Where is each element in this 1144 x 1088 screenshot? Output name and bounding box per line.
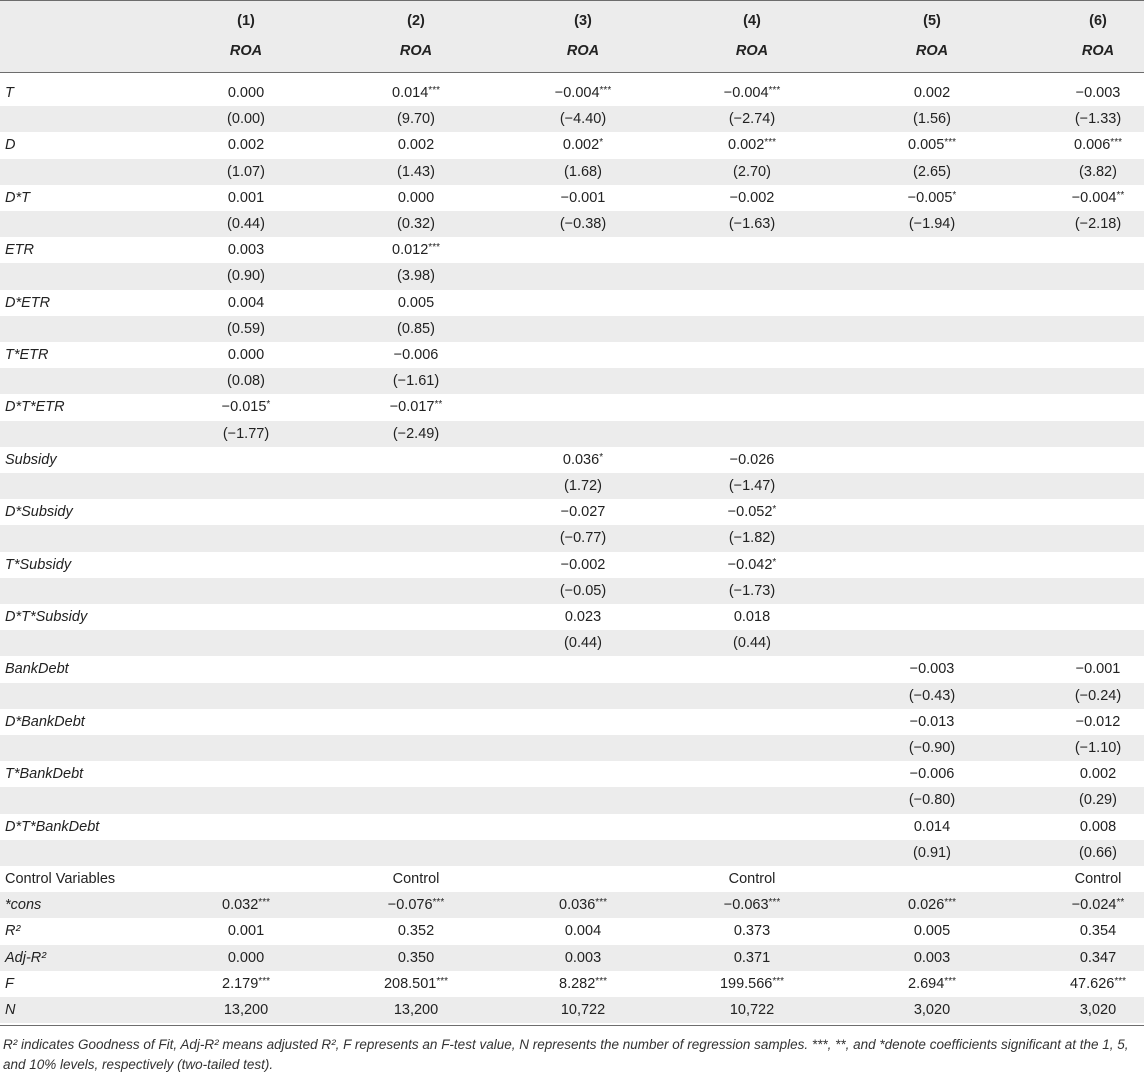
table-cell: 13,200 — [393, 1002, 439, 1018]
table-row — [0, 447, 1144, 473]
table-cell: (1.43) — [397, 163, 435, 180]
table-row — [0, 892, 1144, 918]
variable-name: D*T*Subsidy — [5, 609, 88, 625]
table-cell: −0.001 — [1075, 661, 1121, 678]
table-cell: −0.004** — [1071, 189, 1125, 206]
table-cell: (−0.05) — [559, 582, 607, 599]
table-cell: 0.000 — [227, 347, 265, 363]
variable-name: D*T*BankDebt — [5, 818, 100, 835]
table-cell: 0.026*** — [908, 897, 956, 914]
table-cell: 0.006*** — [1074, 137, 1122, 154]
table-cell: −0.002 — [560, 556, 606, 573]
table-row — [0, 80, 1144, 106]
table-cell: −0.024** — [1071, 897, 1125, 914]
table-cell: 208.501*** — [383, 975, 449, 992]
column-header-4 — [672, 1, 832, 72]
table-cell: −0.076*** — [387, 897, 445, 914]
table-row — [0, 787, 1144, 813]
table-row — [0, 552, 1144, 578]
table-cell: 0.032*** — [222, 897, 270, 914]
table-cell: (0.32) — [397, 216, 435, 232]
table-cell: (9.70) — [397, 111, 435, 128]
column-number: (4) — [743, 13, 761, 29]
table-cell: (−1.63) — [728, 216, 776, 232]
table-cell: 0.005*** — [908, 137, 956, 154]
variable-name: D*T — [5, 189, 30, 206]
variable-name: Subsidy — [5, 451, 57, 468]
table-cell: (−1.94) — [908, 216, 956, 232]
table-row — [0, 499, 1144, 525]
variable-name: D*Subsidy — [5, 504, 73, 521]
variable-name: T*BankDebt — [5, 766, 84, 783]
table-cell: (−2.49) — [392, 425, 440, 442]
table-cell: 0.014 — [913, 818, 951, 835]
table-row — [0, 709, 1144, 735]
table-cell: −0.042* — [727, 556, 777, 573]
column-header-3 — [503, 1, 663, 72]
table-cell: 0.014*** — [392, 85, 440, 101]
table-cell: 10,722 — [560, 1002, 606, 1018]
table-cell: (−1.10) — [1074, 740, 1122, 756]
column-label: ROA — [915, 43, 949, 59]
table-cell: (−4.40) — [559, 111, 607, 128]
table-cell: 199.566*** — [719, 975, 785, 992]
table-cell: 0.000 — [227, 949, 265, 966]
table-cell: 0.004 — [227, 294, 265, 311]
table-row — [0, 761, 1144, 787]
variable-name: D — [5, 137, 16, 154]
table-row — [0, 578, 1144, 604]
table-cell: 0.002* — [562, 137, 604, 154]
table-cell: (−1.33) — [1074, 111, 1122, 128]
table-cell: (1.72) — [564, 478, 602, 494]
table-row — [0, 656, 1144, 682]
table-cell: (−0.77) — [559, 530, 607, 547]
table-row — [0, 263, 1144, 289]
table-row — [0, 185, 1144, 211]
table-cell: (−0.43) — [908, 687, 956, 704]
table-cell: 0.354 — [1079, 923, 1117, 940]
table-cell: 8.282*** — [559, 975, 607, 992]
table-cell: (1.56) — [913, 111, 951, 128]
variable-name: T*Subsidy — [5, 556, 72, 573]
table-cell: 0.000 — [397, 189, 435, 206]
table-cell: −0.052* — [727, 504, 777, 521]
table-cell: 0.373 — [733, 923, 771, 940]
table-row — [0, 316, 1144, 342]
table-footnote: R² indicates Goodness of Fit, Adj-R² means adjusted R², F represents an F-test value, N represents the number of regression samples. ***, **, and *denote coefficients significant at the 1, 5, and 10% levels, respectively (two-tailed test). — [3, 1037, 1129, 1073]
variable-name: *cons — [5, 897, 42, 914]
table-row — [0, 473, 1144, 499]
variable-name: D*BankDebt — [5, 713, 85, 730]
column-header-6 — [1018, 1, 1144, 72]
column-label: ROA — [1081, 43, 1115, 59]
table-row — [0, 945, 1144, 971]
table-cell: (2.65) — [913, 163, 951, 180]
variable-name: Control Variables — [5, 871, 116, 887]
table-row — [0, 368, 1144, 394]
table-cell: 0.002 — [227, 137, 265, 154]
table-cell: 3,020 — [913, 1002, 951, 1018]
table-row — [0, 421, 1144, 447]
table-cell: (−0.80) — [908, 792, 956, 809]
table-cell: (−0.38) — [559, 216, 607, 232]
table-cell: (0.44) — [564, 635, 602, 652]
column-number: (6) — [1089, 13, 1107, 29]
table-cell: (3.98) — [397, 268, 435, 285]
table-cell: (2.70) — [733, 163, 771, 180]
table-cell: 3,020 — [1079, 1002, 1117, 1018]
table-cell: 10,722 — [729, 1002, 775, 1018]
table-cell: −0.004*** — [554, 85, 612, 101]
table-cell: (0.85) — [397, 320, 435, 337]
table-row — [0, 840, 1144, 866]
table-cell: −0.006 — [393, 347, 439, 363]
column-header-2 — [336, 1, 496, 72]
variable-name: ETR — [5, 242, 34, 259]
table-cell: (−1.73) — [728, 582, 776, 599]
table-cell: −0.004*** — [723, 85, 781, 101]
table-cell: −0.012 — [1075, 713, 1121, 730]
table-cell: −0.013 — [909, 713, 955, 730]
table-cell: 0.347 — [1079, 949, 1117, 966]
table-row — [0, 918, 1144, 944]
table-row — [0, 683, 1144, 709]
table-cell: 0.000 — [227, 85, 265, 101]
variable-name: Adj-R² — [5, 949, 47, 966]
table-cell: 0.002*** — [728, 137, 776, 154]
table-cell: 0.036*** — [559, 897, 607, 914]
table-cell: 0.018 — [733, 609, 771, 625]
table-cell: −0.001 — [560, 189, 606, 206]
table-row — [0, 290, 1144, 316]
table-row — [0, 237, 1144, 263]
table-header — [0, 0, 1144, 73]
table-cell: 0.004 — [564, 923, 602, 940]
table-cell: 0.002 — [1079, 766, 1117, 783]
table-cell: 0.023 — [564, 609, 602, 625]
table-cell: −0.002 — [729, 189, 775, 206]
variable-name: T*ETR — [5, 347, 49, 363]
table-cell: (1.68) — [564, 163, 602, 180]
table-bottom-rule — [0, 1025, 1144, 1026]
table-row — [0, 971, 1144, 997]
column-header-5 — [852, 1, 1012, 72]
table-cell: (0.66) — [1079, 844, 1117, 861]
variable-name: N — [5, 1002, 16, 1018]
column-header-1 — [166, 1, 326, 72]
table-cell: (0.00) — [227, 111, 265, 128]
table-cell: 0.001 — [227, 189, 265, 206]
table-cell: 0.036* — [562, 451, 604, 468]
table-cell: 0.350 — [397, 949, 435, 966]
table-cell: −0.003 — [1075, 85, 1121, 101]
table-cell: −0.015* — [221, 399, 271, 416]
table-cell: (−1.82) — [728, 530, 776, 547]
table-row — [0, 132, 1144, 158]
table-cell: 0.003 — [564, 949, 602, 966]
table-row — [0, 997, 1144, 1023]
table-cell: (−0.24) — [1074, 687, 1122, 704]
variable-name: D*ETR — [5, 294, 51, 311]
table-cell: −0.027 — [560, 504, 606, 521]
table-cell: −0.017** — [389, 399, 443, 416]
table-cell: (−0.90) — [908, 740, 956, 756]
table-cell: 2.694*** — [908, 975, 956, 992]
table-cell: 0.003 — [227, 242, 265, 259]
table-cell: Control — [1074, 871, 1122, 887]
table-cell: 0.371 — [733, 949, 771, 966]
column-number: (2) — [407, 13, 425, 29]
table-cell: 0.001 — [227, 923, 265, 940]
table-row — [0, 106, 1144, 132]
table-row — [0, 866, 1144, 892]
table-cell: (0.44) — [733, 635, 771, 652]
table-cell: 0.012*** — [392, 242, 440, 259]
variable-name: F — [5, 975, 14, 992]
table-row — [0, 342, 1144, 368]
table-cell: 13,200 — [223, 1002, 269, 1018]
table-cell: −0.003 — [909, 661, 955, 678]
table-cell: 0.002 — [913, 85, 951, 101]
table-cell: −0.063*** — [723, 897, 781, 914]
table-cell: −0.005* — [907, 189, 957, 206]
table-row — [0, 814, 1144, 840]
table-row — [0, 604, 1144, 630]
table-cell: (−2.74) — [728, 111, 776, 128]
table-cell: (0.29) — [1079, 792, 1117, 809]
column-label: ROA — [566, 43, 600, 59]
table-cell: (0.59) — [227, 320, 265, 337]
table-cell: Control — [728, 871, 776, 887]
table-cell: (0.08) — [227, 373, 265, 390]
table-cell: 0.005 — [397, 294, 435, 311]
table-cell: 0.005 — [913, 923, 951, 940]
column-label: ROA — [399, 43, 433, 59]
variable-name: D*T*ETR — [5, 399, 65, 416]
table-row — [0, 525, 1144, 551]
table-cell: −0.006 — [909, 766, 955, 783]
table-cell: (0.44) — [227, 216, 265, 232]
table-row — [0, 159, 1144, 185]
table-cell: (0.91) — [913, 844, 951, 861]
table-cell: −0.026 — [729, 451, 775, 468]
table-cell: (0.90) — [227, 268, 265, 285]
table-cell: 0.003 — [913, 949, 951, 966]
table-cell: (1.07) — [227, 163, 265, 180]
table-cell: Control — [392, 871, 440, 887]
table-cell: (−1.61) — [392, 373, 440, 390]
table-cell: (−1.47) — [728, 478, 776, 494]
column-number: (1) — [237, 13, 255, 29]
variable-name: R² — [5, 923, 21, 940]
column-number: (3) — [574, 13, 592, 29]
table-cell: 0.008 — [1079, 818, 1117, 835]
table-row — [0, 211, 1144, 237]
column-label: ROA — [735, 43, 769, 59]
table-row — [0, 735, 1144, 761]
table-cell: (−2.18) — [1074, 216, 1122, 232]
table-row — [0, 630, 1144, 656]
table-cell: (−1.77) — [222, 425, 270, 442]
column-number: (5) — [923, 13, 941, 29]
column-label: ROA — [229, 43, 263, 59]
table-cell: 0.352 — [397, 923, 435, 940]
variable-name: T — [5, 85, 14, 101]
table-cell: 2.179*** — [222, 975, 270, 992]
table-row — [0, 394, 1144, 420]
table-cell: 47.626*** — [1069, 975, 1127, 992]
table-cell: (3.82) — [1079, 163, 1117, 180]
variable-name: BankDebt — [5, 661, 69, 678]
table-cell: 0.002 — [397, 137, 435, 154]
